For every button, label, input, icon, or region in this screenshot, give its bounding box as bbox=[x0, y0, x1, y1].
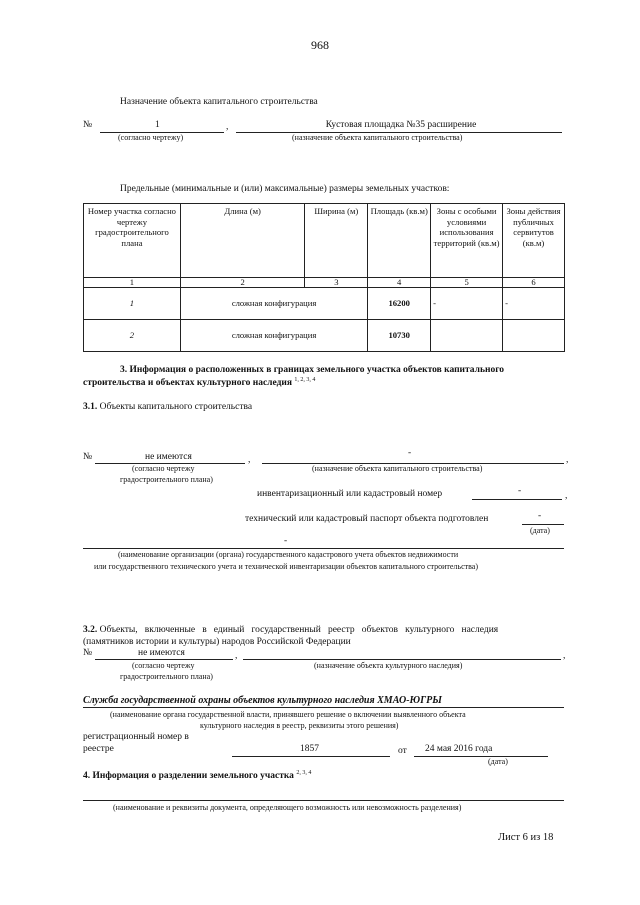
plot-special-zones: - bbox=[431, 288, 503, 320]
section3-title-text: строительства и объектах культурного наследия bbox=[83, 378, 293, 389]
s32-title-line1: 3.2. Объекты, включенные в единый государственный реестр объектов культурного наследия bbox=[83, 625, 499, 635]
s32-purpose-underline bbox=[243, 659, 561, 660]
inventory-value: - bbox=[518, 486, 522, 496]
section4-footnote-refs: 2, 3, 4 bbox=[296, 770, 312, 776]
registry-number-underline bbox=[232, 756, 390, 757]
page-number: 968 bbox=[311, 38, 329, 52]
inventory-label: инвентаризационный или кадастровый номер bbox=[257, 489, 443, 499]
plot-number: 1 bbox=[84, 288, 181, 320]
purpose-comma: , bbox=[226, 122, 229, 132]
s32-caption-right: (назначение объекта культурного наследия) bbox=[314, 661, 463, 670]
s31-value: не имеются bbox=[145, 452, 192, 462]
plot-servitude-zones: - bbox=[503, 288, 565, 320]
col-number: 4 bbox=[368, 278, 431, 288]
s31-comma: , bbox=[248, 455, 251, 465]
authority-caption-2: культурного наследия в реестр, реквизиты этого решения) bbox=[200, 721, 399, 730]
s32-caption-left-1: (согласно чертежу bbox=[132, 661, 195, 670]
purpose-number: 1 bbox=[155, 120, 160, 130]
registry-label-1: регистрационный номер в bbox=[83, 732, 189, 742]
purpose-caption-left: (согласно чертежу) bbox=[118, 133, 184, 142]
org-caption-2: или государственного технического учета и технической инвентаризации объектов капитального строительства) bbox=[94, 562, 479, 571]
inventory-underline bbox=[472, 499, 562, 500]
col-number: 1 bbox=[84, 278, 181, 288]
s31-caption-right: (назначение объекта капитального строительства) bbox=[312, 464, 483, 473]
land-plots-table bbox=[83, 203, 565, 352]
s31-no-label: № bbox=[83, 452, 93, 462]
table-column-numbers-row bbox=[84, 278, 565, 288]
authority-caption-1: (наименование органа государственной власти, принявшего решение о включении выявленного объекта bbox=[110, 710, 466, 719]
header-special-zones: Зоны с особыми условиями использования территорий (кв.м) bbox=[431, 204, 503, 278]
s31-caption-left-1: (согласно чертежу bbox=[132, 464, 195, 473]
sheet-counter: Лист 6 из 18 bbox=[498, 832, 554, 843]
header-width: Ширина (м) bbox=[305, 204, 368, 278]
s32-comma-end: , bbox=[563, 651, 566, 661]
col-number: 2 bbox=[180, 278, 305, 288]
section3-footnote-refs: 1, 2, 3, 4 bbox=[294, 377, 316, 383]
section3-title-line2 bbox=[83, 377, 315, 388]
org-value: - bbox=[284, 536, 288, 546]
registry-date-underline bbox=[414, 756, 548, 757]
purpose-no-label: № bbox=[83, 120, 93, 130]
org-caption-1: (наименование организации (органа) государственного кадастрового учета объектов недвижимости bbox=[118, 550, 459, 559]
authority-underline bbox=[83, 707, 564, 708]
purpose-caption-right: (назначение объекта капитального строительства) bbox=[292, 133, 463, 142]
col-number: 5 bbox=[431, 278, 503, 288]
s31-comma-end: , bbox=[566, 455, 569, 465]
s32-title-line2: (памятников истории и культуры) народов Российской Федерации bbox=[83, 637, 351, 647]
passport-value: - bbox=[538, 511, 542, 521]
plot-dimensions: сложная конфигурация bbox=[180, 288, 367, 320]
plot-dimensions: сложная конфигурация bbox=[180, 320, 367, 352]
registry-date: 24 мая 2016 года bbox=[425, 744, 493, 754]
org-underline bbox=[83, 548, 564, 549]
s32-caption-left-2: градостроительного плана) bbox=[120, 672, 213, 681]
passport-underline bbox=[522, 524, 564, 525]
section4-title bbox=[83, 770, 311, 781]
section3-title-line1: 3. Информация о расположенных в границах земельного участка объектов капитального bbox=[120, 365, 505, 375]
s32-value: не имеются bbox=[138, 648, 185, 658]
s31-purpose-value: - bbox=[408, 448, 412, 458]
purpose-title: Назначение объекта капитального строительства bbox=[120, 97, 318, 107]
passport-date-caption: (дата) bbox=[530, 526, 550, 535]
section31-title: 3.1. Объекты капитального строительства bbox=[83, 402, 253, 412]
table-row bbox=[84, 288, 565, 320]
plot-servitude-zones bbox=[503, 320, 565, 352]
header-servitude-zones: Зоны действия публичных сервитутов (кв.м) bbox=[503, 204, 565, 278]
plot-number: 2 bbox=[84, 320, 181, 352]
limits-title: Предельные (минимальные и (или) максимальные) размеры земельных участков: bbox=[120, 184, 450, 194]
registry-number: 1857 bbox=[300, 744, 319, 754]
plot-area: 16200 bbox=[368, 288, 431, 320]
s32-value-underline bbox=[95, 659, 233, 660]
header-length: Длина (м) bbox=[180, 204, 305, 278]
header-plot-number: Номер участка согласно чертежу градостроительного плана bbox=[84, 204, 181, 278]
col-number: 6 bbox=[503, 278, 565, 288]
table-header-row bbox=[84, 204, 565, 278]
registry-from-label: от bbox=[398, 746, 407, 756]
plot-area: 10730 bbox=[368, 320, 431, 352]
registry-date-caption: (дата) bbox=[488, 757, 508, 766]
registry-label-2: реестре bbox=[83, 744, 114, 754]
plot-special-zones bbox=[431, 320, 503, 352]
col-number: 3 bbox=[305, 278, 368, 288]
s32-comma: , bbox=[235, 651, 238, 661]
section4-caption: (наименование и реквизиты документа, определяющего возможность или невозможность разделения) bbox=[113, 803, 462, 812]
authority-name: Служба государственной охраны объектов культурного наследия ХМАО-ЮГРЫ bbox=[83, 695, 442, 706]
header-area: Площадь (кв.м) bbox=[368, 204, 431, 278]
section4-title-text: 4. Информация о разделении земельного участка bbox=[83, 771, 294, 782]
passport-label: технический или кадастровый паспорт объекта подготовлен bbox=[245, 514, 489, 524]
table-row bbox=[84, 320, 565, 352]
section4-underline bbox=[83, 800, 564, 801]
s31-caption-left-2: градостроительного плана) bbox=[120, 475, 213, 484]
s32-no-label: № bbox=[83, 648, 93, 658]
inventory-comma: , bbox=[565, 491, 568, 501]
purpose-value: Кустовая площадка №35 расширение bbox=[325, 120, 477, 130]
